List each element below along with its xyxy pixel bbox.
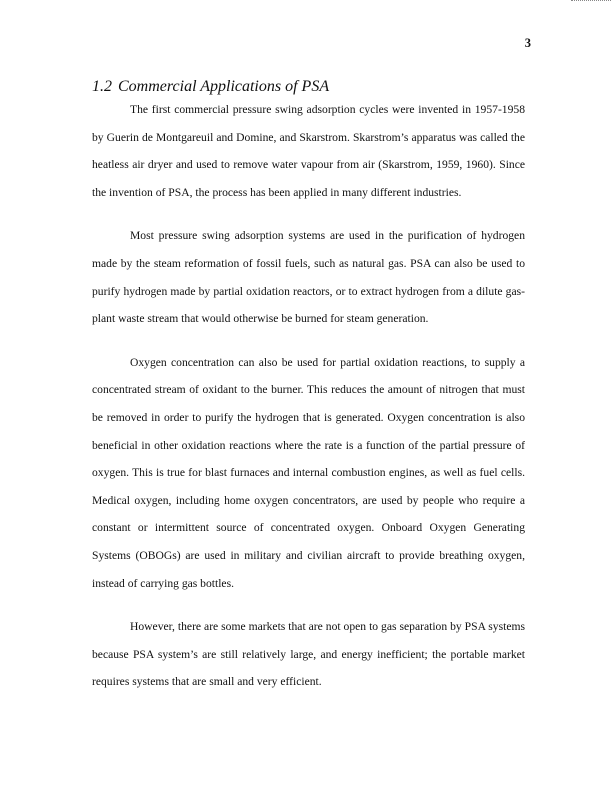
scan-edge-mark: [571, 0, 611, 3]
paragraph-oxygen-concentration: Oxygen concentration can also be used for partial oxidation reactions, to supply a concentrated stream of oxidant to the burner. This reduces the amount of nitrogen that must be removed in order to purify the hydrogen that is generated. Oxygen concentration is also beneficial in other oxidation reactions where the rate is a function of the partial pressure of oxygen. This is true for blast furnaces and internal combustion engines, as well as fuel cells. Medical oxygen, including home oxygen concentrators, are used by people who require a constant or intermittent source of concentrated oxygen. Onboard Oxygen Generating Systems (OBOGs) are used in military and civilian aircraft to provide breathing oxygen, instead of carrying gas bottles.: [92, 355, 525, 590]
page-number: 3: [524, 36, 531, 50]
paragraph-hydrogen-purification: Most pressure swing adsorption systems are used in the purification of hydrogen made by the steam reformation of fossil fuels, such as natural gas. PSA can also be used to purify hydrogen made by partial oxidation reactors, or to extract hydrogen from a dilute gas-plant waste stream that would otherwise be burned for steam generation.: [92, 229, 525, 326]
page-body: [92, 76, 525, 712]
section-heading: [92, 76, 525, 98]
section-number: 1.2: [92, 78, 112, 95]
paragraph-market-limitations: However, there are some markets that are not open to gas separation by PSA systems because PSA system’s are still relatively large, and energy inefficient; the portable market requires systems that are small and very efficient.: [92, 620, 525, 689]
section-title: Commercial Applications of PSA: [118, 78, 330, 95]
paragraph-history: The first commercial pressure swing adsorption cycles were invented in 1957-1958 by Guerin de Montgareuil and Domine, and Skarstrom. Skarstrom’s apparatus was called the heatless air dryer and used to remove water vapour from air (Skarstrom, 1959, 1960). Since the invention of PSA, the process has been applied in many different industries.: [92, 103, 525, 199]
